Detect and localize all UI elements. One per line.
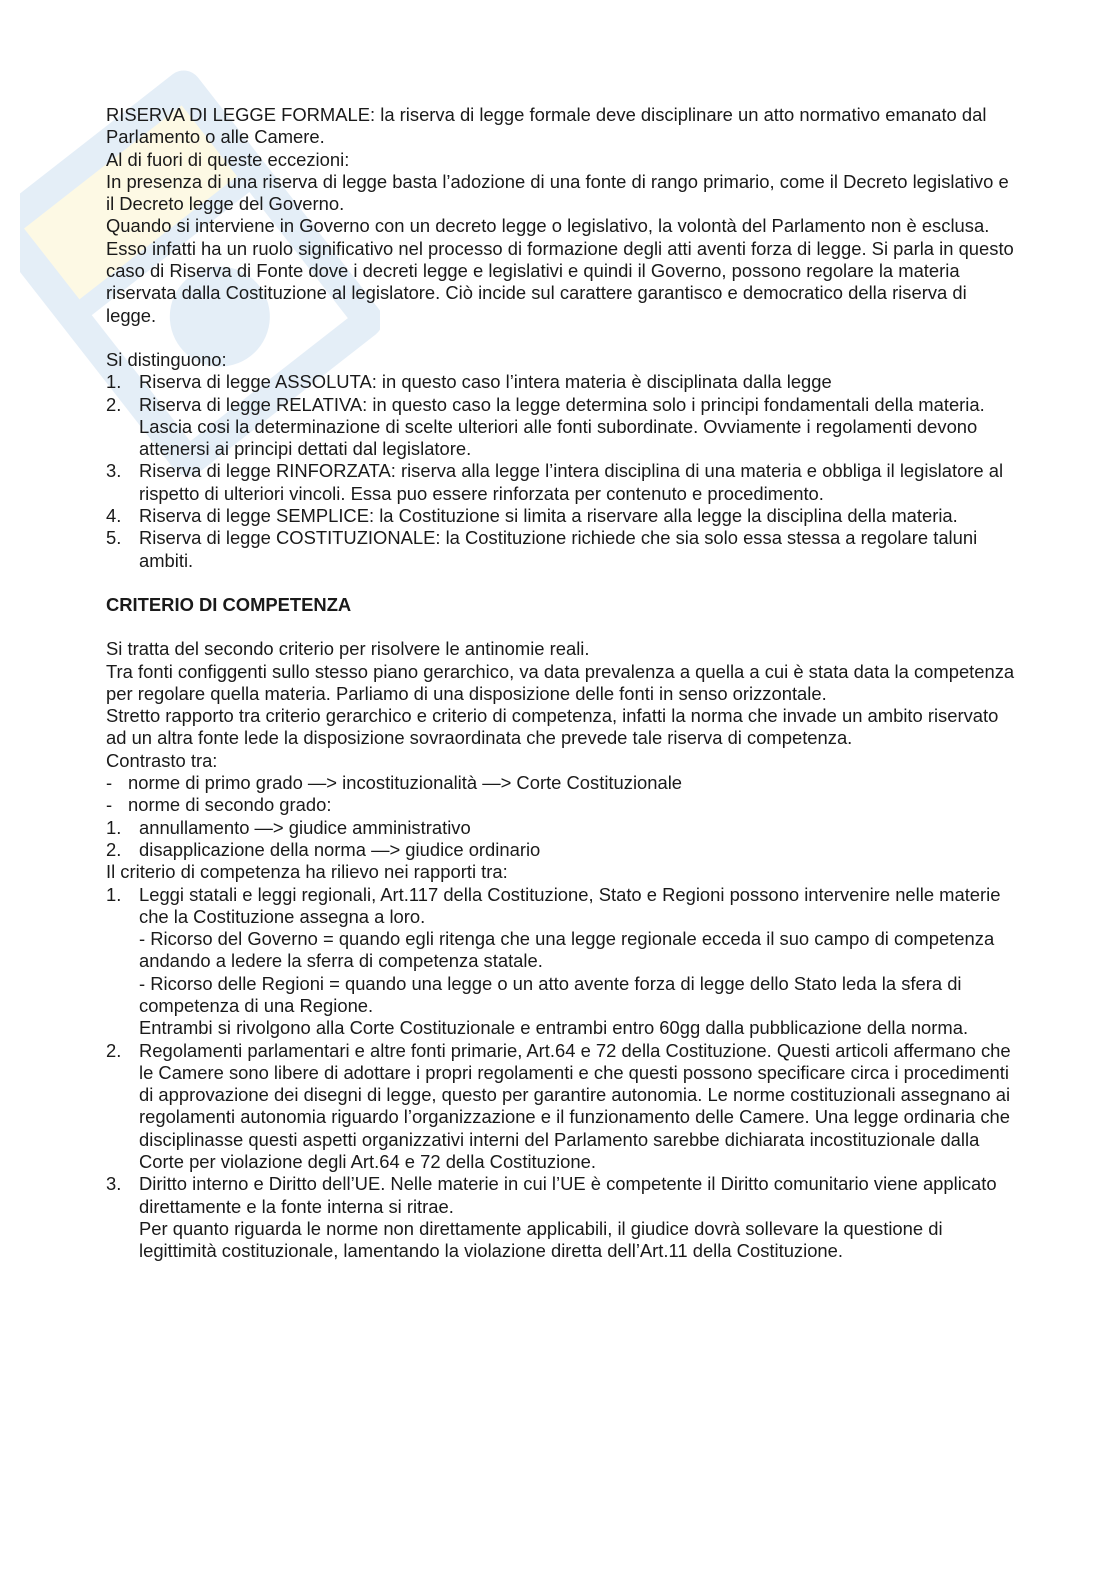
- list-item: 2. Riserva di legge RELATIVA: in questo caso la legge determina solo i principi fondamentali della materia. Lascia cosi la determinazione di scelte ulteriori alle fonti subordinate. Ovviamente i regolamenti devono attenersi ai principi dettati dal legislatore.: [106, 393, 985, 460]
- second-grade-list: [106, 817, 1016, 862]
- paragraph-rapporto: Stretto rapporto tra criterio gerarchico e criterio di competenza, infatti la norma che invade un ambito riservato ad un altra fonte lede la disposizione sovraordinata che prevede tale riserva di competenza.: [106, 705, 999, 749]
- document-page: [106, 104, 1016, 1263]
- relevance-list: [106, 884, 1016, 1263]
- riserva-formale-text: la riserva di legge formale deve disciplinare un atto normativo emanato dal Parlamento o alle Camere.: [106, 104, 987, 148]
- list-item: 2. disapplicazione della norma —> giudice ordinario: [106, 838, 541, 860]
- riserva-formale-label: RISERVA DI LEGGE FORMALE:: [106, 104, 376, 125]
- contrast-list: [106, 772, 1016, 817]
- list-item: 1. Leggi statali e leggi regionali, Art.117 della Costituzione, Stato e Regioni possono intervenire nelle materie che la Costituzione assegna a loro. - Ricorso del Governo = quando egli ritenga che una legge regionale ecceda il suo campo di competenza andando a ledere la sferra di competenza statale. - Ricorso delle Regioni = quando una legge o un atto avente forza di legge dello Stato leda la sfera di competenza di una Regione. Entrambi si rivolgono alla Corte Costituzionale e entrambi entro 60gg dalla pubblicazione della norma.: [106, 883, 1001, 1039]
- list-item: 5. Riserva di legge COSTITUZIONALE: la Costituzione richiede che sia solo essa stessa a regolare taluni ambiti.: [106, 527, 978, 571]
- distinctions-list: [106, 371, 1016, 572]
- list-item: 1. Riserva di legge ASSOLUTA: in questo caso l’intera materia è disciplinata dalla legge: [106, 371, 832, 393]
- list-item: 4. Riserva di legge SEMPLICE: la Costituzione si limita a riservare alla legge la disciplina della materia.: [106, 505, 958, 527]
- section-heading-competenza: CRITERIO DI COMPETENZA: [106, 593, 352, 615]
- paragraph-prevalenza: Tra fonti configgenti sullo stesso piano gerarchico, va data prevalenza a quella a cui è stata data la competenza per regolare quella materia. Parliamo di una disposizione delle fonti in senso orizzontale.: [106, 660, 1015, 704]
- paragraph-riserva-fonte: Quando si interviene in Governo con un decreto legge o legislativo, la volontà del Parlamento non è esclusa. Esso infatti ha un ruolo significativo nel processo di formazione degli atti aventi forza di legge. Si parla in questo caso di Riserva di Fonte dove i decreti legge e legislativi e quindi il Governo, possono regolare la materia riservata dalla Costituzione al legislatore. Ciò incide sul carattere garantisco e democratico della riserva di legge.: [106, 215, 1014, 326]
- list-item: 3. Diritto interno e Diritto dell’UE. Nelle materie in cui l’UE è competente il Diritto comunitario viene applicato direttamente e la fonte interna si ritrae. Per quanto riguarda le norme non direttamente applicabili, il giudice dovrà sollevare la questione di legittimità costituzionale, lamentando la violazione diretta dell’Art.11 della Costituzione.: [106, 1173, 997, 1262]
- paragraph-secondo-criterio: Si tratta del secondo criterio per risolvere le antinomie reali.: [106, 638, 590, 660]
- relevance-lead: Il criterio di competenza ha rilievo nei rapporti tra:: [106, 861, 508, 883]
- list-item: 1. annullamento —> giudice amministrativo: [106, 816, 471, 838]
- list-item: - norme di primo grado —> incostituzionalità —> Corte Costituzionale: [106, 772, 683, 794]
- paragraph-riserva-formale: [106, 104, 1016, 149]
- list-item: - norme di secondo grado:: [106, 794, 332, 816]
- paragraph-eccezioni: Al di fuori di queste eccezioni:: [106, 148, 350, 170]
- paragraph-fonte-primaria: In presenza di una riserva di legge basta l’adozione di una fonte di rango primario, come il Decreto legislativo e il Decreto legge del Governo.: [106, 170, 1009, 215]
- list-item: 2. Regolamenti parlamentari e altre fonti primarie, Art.64 e 72 della Costituzione. Questi articoli affermano che le Camere sono libere di adottare i propri regolamenti e che questi possono specificare circa i procedimenti di approvazione dei disegni di legge, questo per garantire autonomia. Le norme costituzionali assegnano ai regolamenti autonomia riguardo l’organizzazione e il funzionamento delle Camere. Una legge ordinaria che disciplinasse questi aspetti organizzativi interni del Parlamento sarebbe dichiarata incostituzionale dalla Corte per violazione degli Art.64 e 72 della Costituzione.: [106, 1039, 1011, 1173]
- distinctions-lead: Si distinguono:: [106, 348, 227, 370]
- list-item: 3. Riserva di legge RINFORZATA: riserva alla legge l’intera disciplina di una materia e obbliga il legislatore al rispetto di ulteriori vincoli. Essa puo essere rinforzata per contenuto e procedimento.: [106, 460, 1004, 504]
- contrast-lead: Contrasto tra:: [106, 749, 218, 771]
